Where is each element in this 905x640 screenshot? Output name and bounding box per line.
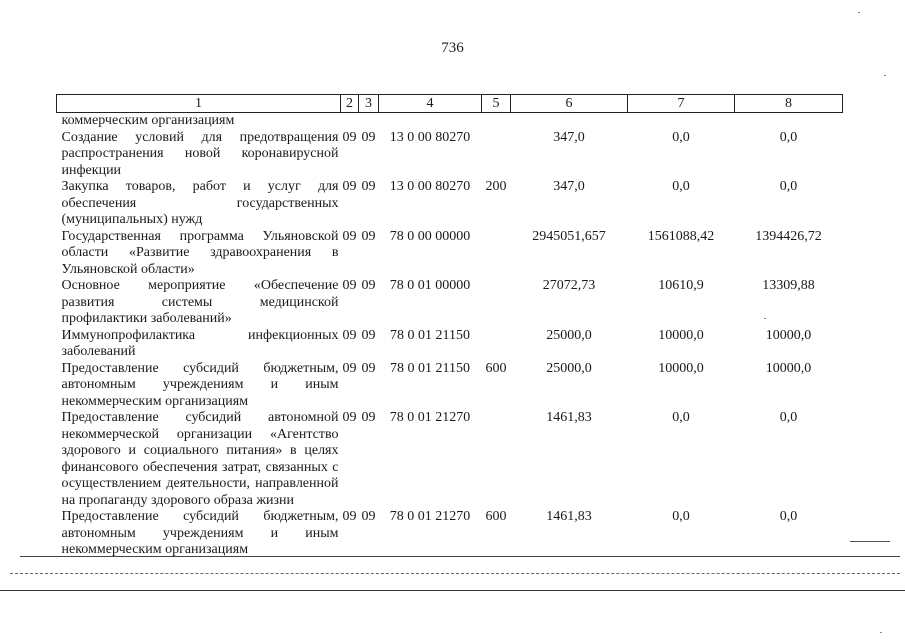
- scan-speck: [858, 12, 860, 13]
- scan-speck: [884, 75, 886, 76]
- column-header-8: 8: [735, 95, 843, 113]
- cell-c6: 2945051,657: [532, 228, 606, 244]
- column-header-7: 7: [628, 95, 735, 113]
- cell-c2: 09: [342, 509, 357, 524]
- cell-c8: 13309,88: [762, 278, 815, 293]
- row-name-cell: Основное мероприятие «Обеспечение развития системы медицинской профилактики заболеваний»: [61, 278, 339, 326]
- cell-c5: [482, 410, 511, 509]
- cell-c3: 09: [361, 327, 376, 343]
- cell-c8: 10000,0: [765, 360, 812, 376]
- cell-c4: 78 0 01 21270: [389, 410, 471, 425]
- cell-c6: 25000,0: [546, 327, 592, 343]
- cell-c2: 09: [342, 179, 357, 194]
- table-row: [57, 278, 843, 328]
- cell-c7: 1561088,42: [647, 228, 715, 244]
- cell-c5: 200: [485, 179, 507, 194]
- cell-c8: 0,0: [779, 410, 798, 425]
- cell-c8: [735, 113, 843, 130]
- cell-c4: 78 0 01 21150: [390, 327, 470, 343]
- cell-c8: 0,0: [779, 179, 798, 194]
- column-header-5: 5: [482, 95, 511, 113]
- cell-c6: [511, 113, 628, 130]
- cell-c7: 10610,9: [658, 278, 704, 293]
- cell-c5: [482, 113, 511, 130]
- cell-c7: 0,0: [672, 179, 690, 194]
- cell-c7: [628, 113, 735, 130]
- row-name-cell: Предоставление субсидий бюджетным, автономным учреждениям и иным некоммерческим организациям: [61, 509, 339, 557]
- column-header-4: 4: [379, 95, 482, 113]
- table-row: [57, 410, 843, 509]
- cell-c7: 10000,0: [658, 327, 704, 343]
- cell-c4: 78 0 01 21270: [389, 509, 471, 524]
- cell-c3: 09: [361, 360, 376, 376]
- cell-c8: 0,0: [779, 509, 798, 524]
- cell-c7: 0,0: [672, 129, 690, 145]
- cell-c4: [379, 113, 482, 130]
- cell-c6: 347,0: [553, 129, 585, 145]
- table-row: [57, 509, 843, 559]
- row-name-cell: Государственная программа Ульяновской области «Развитие здравоохранения в Ульяновской области»: [61, 228, 339, 277]
- scan-rule-line: [10, 573, 900, 574]
- scan-rule-line: [0, 590, 905, 591]
- cell-c7: 0,0: [672, 410, 690, 425]
- cell-c3: 09: [361, 179, 376, 194]
- cell-c3: 09: [361, 129, 376, 145]
- cell-c4: 13 0 00 80270: [389, 129, 471, 145]
- table-row: [57, 328, 843, 361]
- cell-c2: [341, 113, 359, 130]
- cell-c6: 27072,73: [542, 278, 596, 293]
- cell-c5: 600: [485, 509, 507, 524]
- cell-c6: 1461,83: [546, 410, 592, 425]
- page-number: 736: [441, 40, 464, 56]
- table-row: [57, 113, 843, 130]
- table-row: [57, 130, 843, 180]
- cell-c6: 1461,83: [546, 509, 592, 524]
- cell-c8: 10000,0: [765, 327, 812, 343]
- cell-c8: 1394426,72: [755, 228, 822, 244]
- row-name-cell: Создание условий для предотвращения распространения новой коронавирусной инфекции: [61, 129, 339, 178]
- row-name-cell: Закупка товаров, работ и услуг для обеспечения государственных (муниципальных) нужд: [61, 179, 339, 227]
- table-row: [57, 179, 843, 229]
- scan-rule-line: [850, 541, 890, 542]
- cell-c2: 09: [342, 228, 357, 244]
- row-name-cell: Предоставление субсидий автономной некоммерческой организации «Агентство здорового и социального питания» в целях финансового обеспечения затрат, связанных с осуществлением деятельности, направленной на пропаганду здорового образа жизни: [61, 410, 339, 508]
- cell-c8: 0,0: [779, 129, 798, 145]
- cell-c3: 09: [361, 410, 376, 425]
- cell-c3: [359, 113, 379, 130]
- cell-c5: [482, 229, 511, 279]
- budget-table: [56, 94, 843, 559]
- cell-c2: 09: [342, 327, 357, 343]
- column-header-2: 2: [341, 95, 359, 113]
- cell-c4: 78 0 01 00000: [389, 278, 471, 293]
- scan-speck: [764, 318, 766, 319]
- cell-c3: 09: [361, 228, 376, 244]
- row-name-cell: Предоставление субсидий бюджетным, автономным учреждениям и иным некоммерческим организациям: [61, 360, 339, 409]
- cell-c5: [482, 130, 511, 180]
- table-header-row: [57, 95, 843, 113]
- column-header-1: 1: [57, 95, 341, 113]
- column-header-6: 6: [511, 95, 628, 113]
- cell-c4: 13 0 00 80270: [389, 179, 471, 194]
- cell-c5: [482, 278, 511, 328]
- row-name-cell: коммерческим организациям: [61, 113, 235, 128]
- cell-c2: 09: [342, 278, 357, 293]
- cell-c4: 78 0 00 00000: [389, 228, 471, 244]
- cell-c7: 10000,0: [658, 360, 704, 376]
- row-name-cell: Иммунопрофилактика инфекционных заболеваний: [61, 327, 339, 359]
- cell-c2: 09: [342, 360, 357, 376]
- cell-c7: 0,0: [672, 509, 690, 524]
- cell-c3: 09: [361, 278, 376, 293]
- scan-rule-line: [20, 556, 900, 557]
- cell-c6: 25000,0: [546, 360, 592, 376]
- table-row: [57, 229, 843, 279]
- cell-c6: 347,0: [553, 179, 585, 194]
- cell-c2: 09: [342, 129, 357, 145]
- cell-c5: [482, 328, 511, 361]
- table-row: [57, 361, 843, 411]
- scan-speck: [880, 632, 882, 633]
- cell-c4: 78 0 01 21150: [390, 360, 470, 376]
- cell-c3: 09: [361, 509, 376, 524]
- cell-c5: 600: [485, 360, 507, 376]
- column-header-3: 3: [359, 95, 379, 113]
- cell-c2: 09: [342, 410, 357, 425]
